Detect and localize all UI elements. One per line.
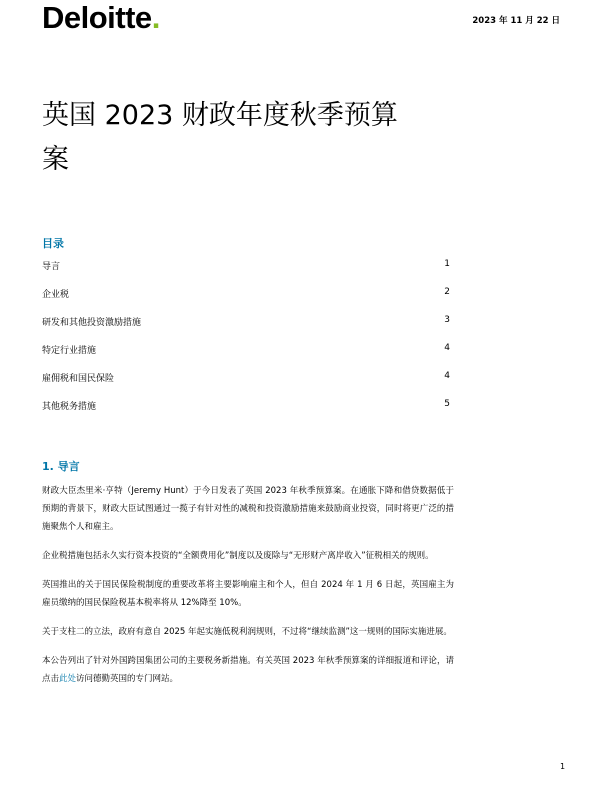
toc-item-label: 研发和其他投资激励措施 <box>42 318 142 328</box>
toc-item-label: 企业税 <box>42 290 70 300</box>
logo-dot: . <box>151 0 160 35</box>
toc-item-corporate-tax[interactable] <box>42 287 452 315</box>
logo-text: Deloitte <box>42 0 152 35</box>
closing-paragraph <box>42 652 454 688</box>
toc-item-employment-taxes[interactable] <box>42 371 452 399</box>
toc-heading: 目录 <box>42 237 64 250</box>
toc-item-sector-measures[interactable] <box>42 343 452 371</box>
toc-item-other-measures[interactable] <box>42 399 452 427</box>
section-body <box>42 482 454 699</box>
paragraph: 企业税措施包括永久实行资本投资的“全额费用化”制度以及废除与“无形财产离岸收入”征税相关的规则。 <box>42 551 434 561</box>
toc-item-page: 1 <box>444 259 450 269</box>
document-date: 2023 年 11 月 22 日 <box>472 16 560 26</box>
deloitte-logo <box>42 0 160 36</box>
toc-item-introduction[interactable] <box>42 259 452 287</box>
toc-item-page: 5 <box>444 399 450 409</box>
toc-item-page: 4 <box>444 343 450 353</box>
toc-item-label: 其他税务措施 <box>42 402 97 412</box>
closing-text-after: 访问德勤英国的专门网站。 <box>76 674 179 684</box>
paragraph: 财政大臣杰里米·亨特（Jeremy Hunt）于今日发表了英国 2023 年秋季预算案。在通胀下降和借贷数据低于预期的背景下，财政大臣试图通过一揽子有针对性的减税和投资激励措施来鼓励商业投资，同时将更广泛的措施聚焦个人和雇主。 <box>42 486 454 532</box>
toc-item-page: 2 <box>444 287 450 297</box>
closing-text-before: 本公告列出了针对外国跨国集团公司的主要税务新措施。有关英国 2023 年秋季预算案的详细报道和评论，请点击 <box>42 656 454 684</box>
section-heading: 1. 导言 <box>42 460 80 473</box>
toc-item-page: 3 <box>444 315 450 325</box>
page-number: 1 <box>560 762 566 771</box>
document-title: 英国 2023 财政年度秋季预算案 <box>42 100 398 175</box>
toc-item-label: 导言 <box>42 262 61 272</box>
here-link[interactable]: 此处 <box>59 674 77 684</box>
toc-item-label: 特定行业措施 <box>42 346 97 356</box>
paragraph: 关于支柱二的立法，政府有意自 2025 年起实施低税利润规则，不过将“继续监测”这一规则的国际实施进展。 <box>42 627 452 637</box>
paragraph: 英国推出的关于国民保险税制度的重要改革将主要影响雇主和个人，但自 2024 年 1 月 6 日起，英国雇主为雇员缴纳的国民保险税基本税率将从 12%降至 10%。 <box>42 580 454 608</box>
toc-item-rd-incentives[interactable] <box>42 315 452 343</box>
toc-item-page: 4 <box>444 371 450 381</box>
table-of-contents <box>42 259 452 427</box>
toc-item-label: 雇佣税和国民保险 <box>42 374 115 384</box>
